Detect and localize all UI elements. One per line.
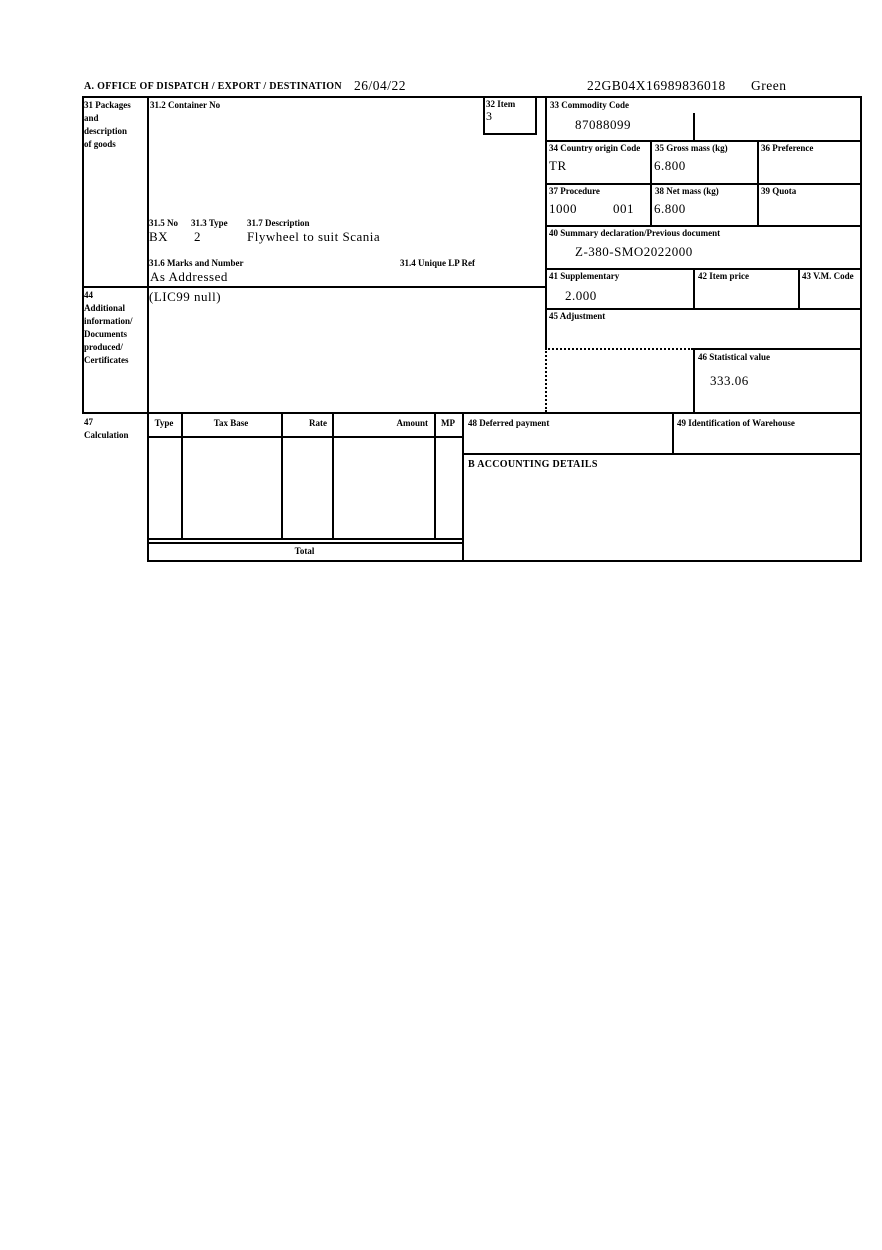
- calc-header-rate: Rate: [309, 418, 327, 428]
- calc-col3-divider: [332, 412, 334, 538]
- origin-code-label: 34 Country origin Code: [549, 143, 641, 153]
- origin-code-value: TR: [549, 158, 567, 173]
- package-type-label: 31.3 Type: [191, 218, 228, 228]
- box32-right-border: [535, 96, 537, 133]
- row34-bottom-border: [545, 183, 862, 185]
- gross-mass-label: 35 Gross mass (kg): [655, 143, 728, 153]
- declaration-reference: 22GB04X16989836018: [587, 78, 726, 93]
- previous-document-value: Z-380-SMO2022000: [575, 244, 693, 259]
- item-number-value: 3: [486, 109, 493, 123]
- net-mass-label: 38 Net mass (kg): [655, 186, 719, 196]
- label-column-divider: [147, 96, 149, 560]
- marks-value: As Addressed: [150, 269, 228, 284]
- procedure-value-1: 1000: [549, 201, 577, 216]
- col42-43-divider: [798, 268, 800, 308]
- row-31-bottom-border: [82, 286, 545, 288]
- additional-information-value: (LIC99 null): [149, 289, 222, 304]
- row37-bottom-border: [545, 225, 862, 227]
- col34-35-divider: [650, 140, 652, 225]
- quota-label: 39 Quota: [761, 186, 797, 196]
- box47-label: 47 Calculation: [84, 417, 129, 440]
- box46-top-border: [693, 348, 862, 350]
- col41-42-divider: [693, 268, 695, 308]
- commodity-code-value: 87088099: [575, 117, 631, 132]
- calc-header-tax-base: Tax Base: [213, 418, 249, 428]
- statistical-value-label: 46 Statistical value: [698, 352, 770, 362]
- warehouse-id-label: 49 Identification of Warehouse: [677, 418, 795, 428]
- calc-col1-divider: [181, 412, 183, 538]
- package-no-value: BX: [149, 229, 169, 244]
- accounting-details-label: B ACCOUNTING DETAILS: [468, 459, 598, 470]
- preference-label: 36 Preference: [761, 143, 814, 153]
- calc-col4-divider: [434, 412, 436, 538]
- supplementary-label: 41 Supplementary: [549, 271, 620, 281]
- form-right-border: [860, 96, 862, 560]
- item-price-label: 42 Item price: [698, 271, 749, 281]
- box44-label: 44 Additional information/ Documents produced/ Certificates: [84, 290, 133, 365]
- total-bar-top-border: [147, 542, 462, 544]
- calc-body-bottom-border: [147, 538, 462, 540]
- routing-status: Green: [751, 78, 787, 93]
- row48-bottom-border: [462, 453, 862, 455]
- package-no-label: 31.5 No: [149, 218, 178, 228]
- box32-bottom-border: [483, 133, 537, 135]
- form-bottom-border: [147, 560, 862, 562]
- adjustment-dotted-horizontal: [545, 348, 693, 350]
- commodity-code-label: 33 Commodity Code: [550, 100, 629, 110]
- box46-left-border: [693, 348, 695, 412]
- procedure-value-2: 001: [613, 201, 634, 216]
- box31-label: 31 Packages and description of goods: [84, 100, 131, 149]
- calc-col2-divider: [281, 412, 283, 538]
- description-value: Flywheel to suit Scania: [247, 229, 381, 244]
- adjustment-label: 45 Adjustment: [549, 311, 606, 321]
- box33-bottom-border: [545, 140, 862, 142]
- row41-bottom-border: [545, 308, 862, 310]
- col48-49-divider: [672, 412, 674, 453]
- vm-code-label: 43 V.M. Code: [802, 271, 854, 281]
- deferred-payment-label: 48 Deferred payment: [468, 418, 550, 428]
- calc-header-amount: Amount: [396, 418, 428, 428]
- right-column-divider: [545, 96, 547, 348]
- gross-mass-value: 6.800: [654, 158, 686, 173]
- statistical-value: 333.06: [710, 373, 749, 388]
- lp-ref-label: 31.4 Unique LP Ref: [400, 258, 476, 268]
- box32-left-border: [483, 96, 485, 133]
- calc-header-bottom-border: [147, 436, 462, 438]
- adjustment-dotted-vertical: [545, 348, 547, 412]
- calc-header-mp: MP: [441, 418, 455, 428]
- package-type-value: 2: [194, 229, 201, 244]
- calc-total-label: Total: [294, 546, 315, 556]
- procedure-label: 37 Procedure: [549, 186, 600, 196]
- box40-bottom-border: [545, 268, 862, 270]
- calc-table-right-border: [462, 412, 464, 560]
- item-number-label: 32 Item: [486, 99, 516, 109]
- net-mass-value: 6.800: [654, 201, 686, 216]
- description-label: 31.7 Description: [247, 218, 310, 228]
- row-44-bottom-border: [82, 412, 862, 414]
- marks-label: 31.6 Marks and Number: [149, 258, 244, 268]
- calc-header-type: Type: [154, 418, 174, 428]
- section-a-title: A. OFFICE OF DISPATCH / EXPORT / DESTINATION: [84, 81, 342, 92]
- col35-36-divider: [757, 140, 759, 225]
- commodity-code-divider: [693, 113, 695, 140]
- form-top-border: [82, 96, 862, 98]
- container-no-label: 31.2 Container No: [150, 100, 221, 110]
- previous-document-label: 40 Summary declaration/Previous document: [549, 228, 721, 238]
- supplementary-value: 2.000: [565, 288, 597, 303]
- dispatch-date: 26/04/22: [354, 78, 407, 93]
